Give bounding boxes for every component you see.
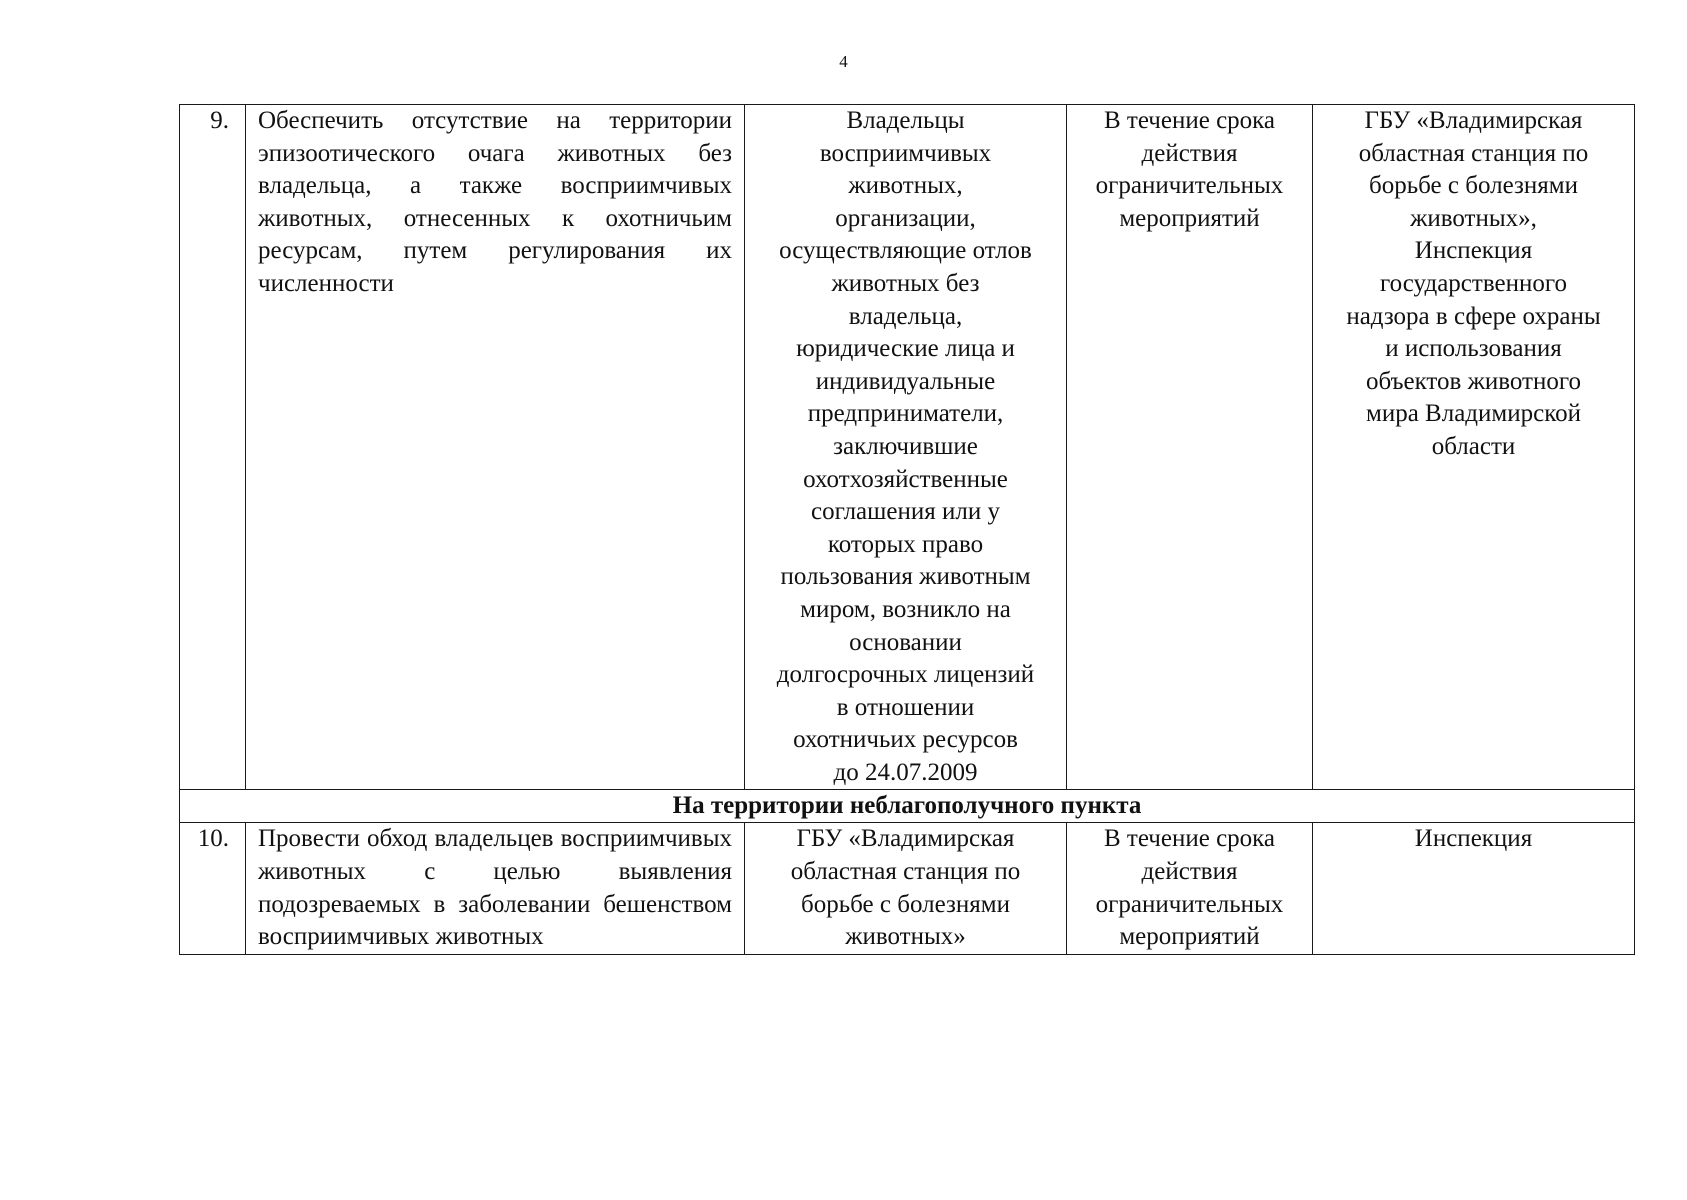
row-number: 10.: [180, 823, 246, 954]
table-row: [180, 823, 1635, 954]
action-cell: Провести обход владельцев восприимчивых животных с целью выявления подозреваемых в заболевании бешенством восприимчивых животных: [246, 823, 745, 954]
control-cell: Инспекция: [1313, 823, 1635, 954]
section-row: [180, 790, 1635, 823]
page-number: 4: [839, 52, 848, 71]
responsible-cell: Владельцы восприимчивых животных, организации, осуществляющие отлов животных без владельца, юридические лица и индивидуальные предприниматели, заключившие охотхозяйственные соглашения или у которых право пользования животным миром, возникло на основании долгосрочных лицензий в отношении охотничьих ресурсов до 24.07.2009: [745, 105, 1067, 790]
deadline-cell: В течение срока действия ограничительных мероприятий: [1067, 105, 1313, 790]
responsible-cell: ГБУ «Владимирская областная станция по борьбе с болезнями животных»: [745, 823, 1067, 954]
measures-table: [179, 104, 1635, 955]
deadline-cell: В течение срока действия ограничительных мероприятий: [1067, 823, 1313, 954]
table-row: [180, 105, 1635, 790]
section-title: На территории неблагополучного пункта: [180, 790, 1635, 823]
row-number: 9.: [180, 105, 246, 790]
action-cell: Обеспечить отсутствие на территории эпизоотического очага животных без владельца, а также восприимчивых животных, отнесенных к охотничьим ресурсам, путем регулирования их численности: [246, 105, 745, 790]
control-cell: ГБУ «Владимирская областная станция по борьбе с болезнями животных», Инспекция государственного надзора в сфере охраны и использования объектов животного мира Владимирской области: [1313, 105, 1635, 790]
